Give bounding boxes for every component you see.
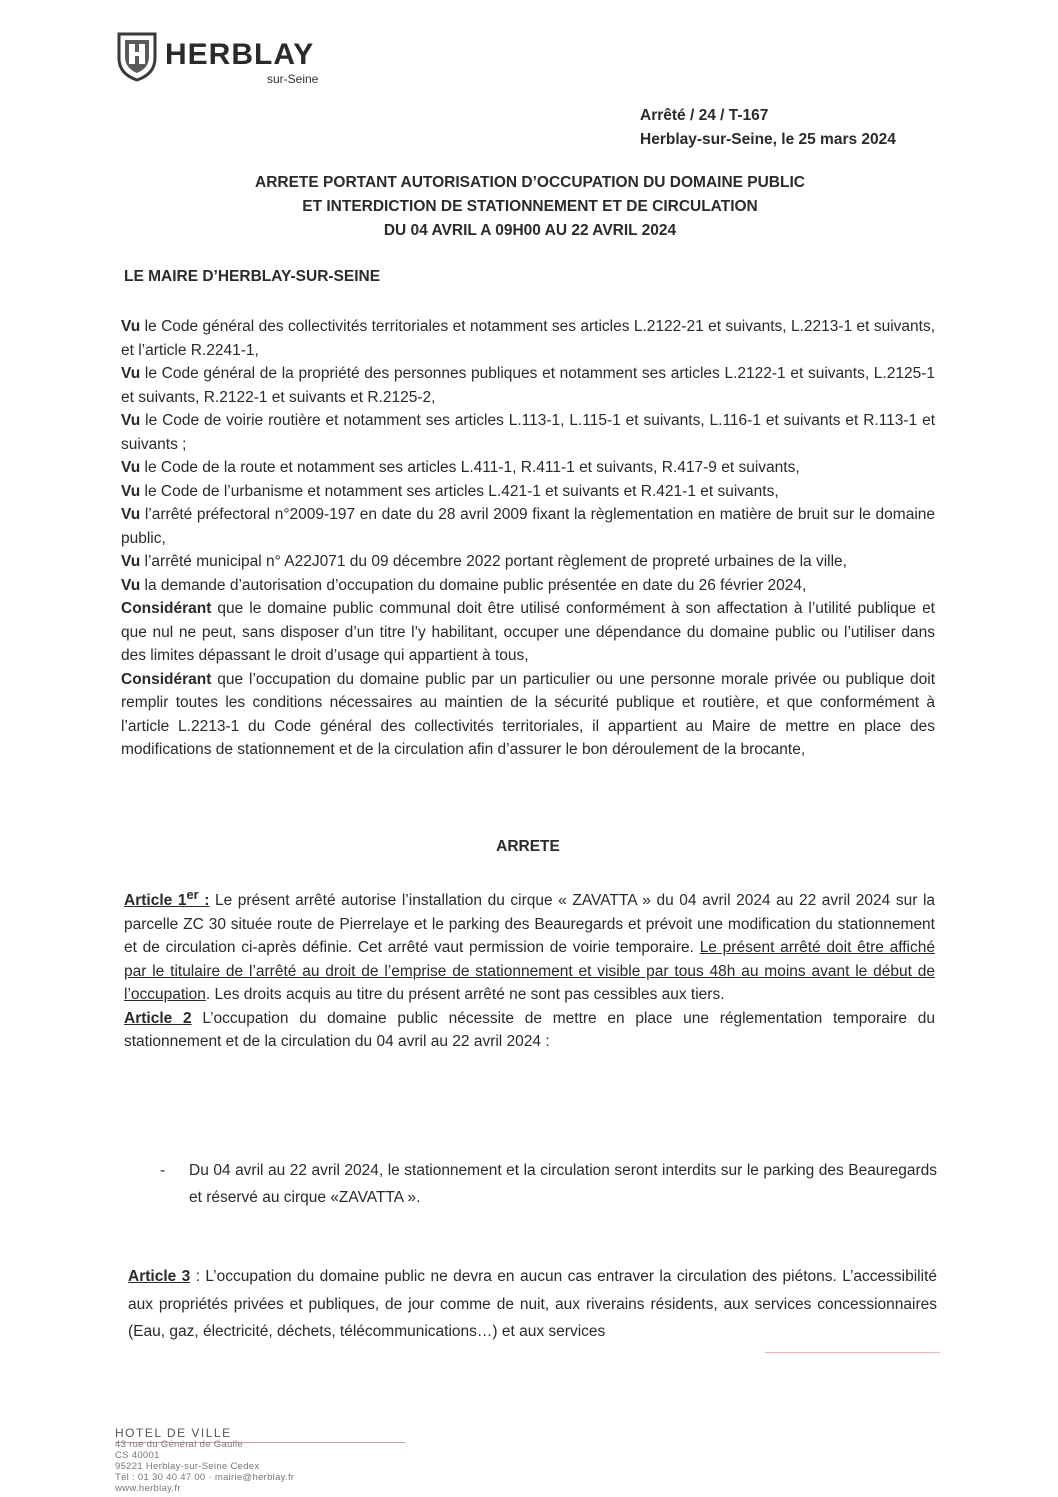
article-1-label: Article 1er : (124, 887, 210, 910)
considerant-paragraph: Considérant que l’occupation du domaine public par un particulier ou une personne morale privée ou publique doit remplir toutes les conditions nécessaires au maintien de la sécurité publique et routière, et que conformément à l’article L.2213-1 du Code général des collectivités territoriales, il appartient au Maire de mettre en place des modifications de stationnement et de la circulation afin d’assurer le bon déroulement de la brocante, (121, 670, 935, 758)
decree-date: Herblay-sur-Seine, le 25 mars 2024 (640, 131, 896, 148)
arrete-heading: ARRETE (496, 838, 560, 855)
article-1: Article 1er : Le présent arrêté autorise l’installation du cirque « ZAVATTA » du 04 avril 2024 au 22 avril 2024 sur la parcelle ZC 30 située route de Pierrelaye et le parking des Beauregards et prévoit une modification du stationnement et de circulation ci-après définie. Cet arrêté vaut permission de voirie temporaire. Le présent arrêté doit être affiché par le titulaire de l’arrêté au droit de l’emprise de stationnement et visible par tous 48h au moins avant le début de l’occupation. Les droits acquis au titre du présent arrêté ne sont pas cessibles aux tiers. (124, 887, 936, 1004)
mayor-heading: LE MAIRE D’HERBLAY-SUR-SEINE (124, 268, 381, 285)
considerant-paragraph: Considérant que le domaine public communal doit être utilisé conformément à son affectation à l’utilité publique et que nul ne peut, sans disposer d’un titre l’y habilitant, occuper une dépendance du domaine public ou l’utiliser dans des limites dépassant le droit d’usage qui appartient à tous, (121, 600, 935, 664)
footer-line: CS 40001 (115, 1450, 160, 1461)
footer-address (115, 1428, 294, 1494)
logo-name: HERBLAY (165, 38, 315, 71)
visa-paragraph: Vu le Code de l’urbanisme et notamment ses articles L.421-1 et suivants et R.421-1 et suivants, (121, 482, 779, 500)
title-line: DU 04 AVRIL A 09H00 AU 22 AVRIL 2024 (383, 222, 677, 239)
bullet-text: Du 04 avril au 22 avril 2024, le stationnement et la circulation seront interdits sur le parking des Beauregards et réservé au cirque «ZAVATTA ». (189, 1162, 937, 1206)
posting-requirement: Le présent arrêté doit être affiché par le titulaire de l’arrêté au droit de l’emprise de stationnement et visible par tous 48h au moins avant le début de l’occupation (124, 939, 935, 1004)
articles-section (124, 883, 935, 1054)
visa-paragraph: Vu la demande d’autorisation d’occupation du domaine public présentée en date du 26 février 2024, (121, 576, 807, 594)
title-line: ET INTERDICTION DE STATIONNEMENT ET DE CIRCULATION (302, 198, 758, 215)
bullet-dash: - (160, 1162, 166, 1179)
visa-paragraph: Vu le Code de voirie routière et notamment ses articles L.113-1, L.115-1 et suivants, L.116-1 et suivants et R.113-1 et suivants ; (121, 412, 935, 453)
logo-subtitle: sur-Seine (267, 72, 319, 86)
footer-line: Tél : 01 30 40 47 00 · mairie@herblay.fr (115, 1472, 295, 1483)
visa-paragraph: Vu le Code général de la propriété des personnes publiques et notamment ses articles L.2122-1 et suivants, L.2125-1 et suivants, R.2122-1 et suivants et R.2125-2, (121, 365, 935, 406)
article-2: Article 2 L’occupation du domaine public nécessite de mettre en place une réglementation temporaire du stationnement et de la circulation du 04 avril au 22 avril 2024 : (124, 1009, 936, 1051)
decree-title (120, 171, 940, 243)
footer-line: 43 rue du Général de Gaulle (115, 1439, 243, 1450)
footer-line: 95221 Herblay-sur-Seine Cedex (115, 1461, 260, 1472)
article-2-label: Article 2 (124, 1009, 192, 1027)
reference-block (640, 104, 896, 152)
article-3: Article 3 : L’occupation du domaine public ne devra en aucun cas entraver la circulation des piétons. L’accessibilité aux propriétés privées et publiques, de jour comme de nuit, aux riverains résidents, aux services concessionnaires (Eau, gaz, électricité, déchets, télécommunications…) et aux services (128, 1268, 937, 1340)
divider (765, 1352, 940, 1353)
decree-number: Arrêté / 24 / T-167 (640, 107, 769, 124)
visa-paragraph: Vu le Code de la route et notamment ses articles L.411-1, R.411-1 et suivants, R.417-9 et suivants, (121, 459, 800, 476)
visa-paragraph: Vu le Code général des collectivités territoriales et notamment ses articles L.2122-21 et suivants, L.2213-1 et suivants, et l’article R.2241-1, (121, 318, 935, 359)
visas-section (121, 315, 935, 762)
article-3-label: Article 3 (128, 1268, 191, 1285)
herblay-logo (115, 30, 345, 90)
visa-paragraph: Vu l’arrêté préfectoral n°2009-197 en date du 28 avril 2009 fixant la règlementation en matière de bruit sur le domaine public, (121, 506, 935, 547)
footer-line: www.herblay.fr (115, 1483, 181, 1494)
title-line: ARRETE PORTANT AUTORISATION D’OCCUPATION DU DOMAINE PUBLIC (255, 174, 805, 191)
footer-title: HOTEL DE VILLE (115, 1426, 232, 1440)
city-crest-icon (115, 30, 159, 82)
visa-paragraph: Vu l’arrêté municipal n° A22J071 du 09 décembre 2022 portant règlement de propreté urbaines de la ville, (121, 553, 847, 570)
